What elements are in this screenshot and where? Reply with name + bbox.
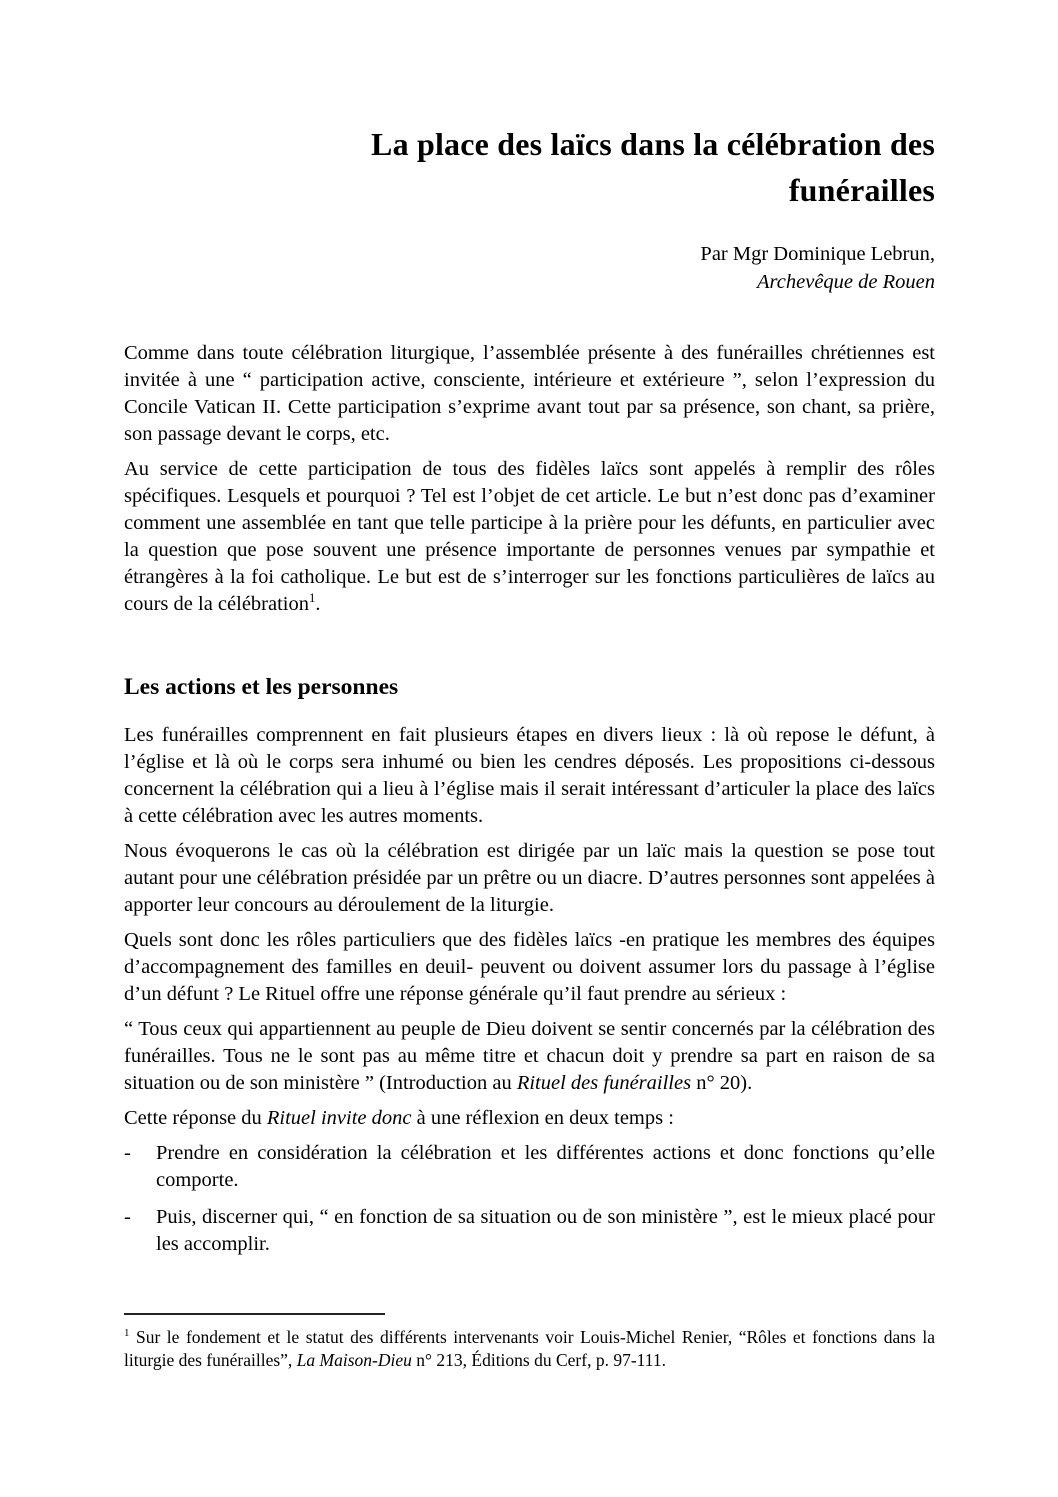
- title-line-1: La place des laïcs dans la célébration des: [371, 126, 935, 162]
- bullet-dash: -: [124, 1206, 131, 1228]
- paragraph-section-1: Les funérailles comprennent en fait plusieurs étapes en divers lieux : là où repose le défunt, à l’église et là où le corps sera inhumé ou bien les cendres déposés. Les propositions ci-dessous concernent la célébration qui a lieu à l’église mais il serait intéressant d’articuler la place des laïcs à cette célébration avec les autres moments.: [124, 724, 935, 827]
- paragraph-quote: “ Tous ceux qui appartiennent au peuple de Dieu doivent se sentir concernés par la célébration des funérailles. Tous ne le sont pas au même titre et chacun doit y prendre sa part en raison de sa situation ou de son ministère ” (Introduction au Rituel des funérailles n° 20).: [124, 1018, 935, 1094]
- paragraph-intro-2: Au service de cette participation de tous des fidèles laïcs sont appelés à remplir des rôles spécifiques. Lesquels et pourquoi ? Tel est l’objet de cet article. Le but n’est donc pas d’examiner comment une assemblée en tant que telle participe à la prière pour les défunts, en particulier avec la question que pose souvent une présence importante de personnes venues par sympathie et étrangères à la foi catholique. Le but est de s’interroger sur les fonctions particulières de laïcs au cours de la célébration$^1$.: [124, 458, 935, 615]
- title-line-2: funérailles: [788, 172, 935, 208]
- byline-role: Archevêque de Rouen: [757, 271, 935, 293]
- document-title: [124, 121, 935, 213]
- paragraph-section-5: Cette réponse du Rituel invite donc à une réflexion en deux temps :: [124, 1107, 674, 1129]
- section-heading: Les actions et les personnes: [124, 674, 399, 700]
- byline-author: Par Mgr Dominique Lebrun,: [700, 243, 935, 265]
- list-item: [124, 1140, 935, 1194]
- footnote-text: $^1$ Sur le fondement et le statut des différents intervenants voir Louis-Michel Renier, “Rôles et fonctions dans la liturgie des funérailles”, La Maison-Dieu n° 213, Éditions du Cerf, p. 97-111.: [124, 1327, 935, 1370]
- bullet-dash: -: [124, 1142, 131, 1164]
- bullet-text: Puis, discerner qui, “ en fonction de sa situation ou de son ministère ”, est le mieux placé pour les accomplir.: [156, 1206, 935, 1255]
- bullet-text: Prendre en considération la célébration et les différentes actions et donc fonctions qu’elle comporte.: [156, 1142, 935, 1191]
- footnote-separator: [124, 1313, 385, 1315]
- byline: [124, 240, 935, 296]
- list-item: [124, 1204, 935, 1258]
- paragraph-section-3: Quels sont donc les rôles particuliers que des fidèles laïcs -en pratique les membres des équipes d’accompagnement des familles en deuil- peuvent ou doivent assumer lors du passage à l’église d’un défunt ? Le Rituel offre une réponse générale qu’il faut prendre au sérieux :: [124, 929, 935, 1005]
- paragraph-section-2: Nous évoquerons le cas où la célébration est dirigée par un laïc mais la question se pose tout autant pour une célébration présidée par un prêtre ou un diacre. D’autres personnes sont appelées à apporter leur concours au déroulement de la liturgie.: [124, 840, 935, 916]
- footnote: [124, 1313, 935, 1372]
- page-content: [124, 0, 935, 1268]
- paragraph-intro-1: Comme dans toute célébration liturgique, l’assemblée présente à des funérailles chrétiennes est invitée à une “ participation active, consciente, intérieure et extérieure ”, selon l’expression du Concile Vatican II. Cette participation s’exprime avant tout par sa présence, son chant, sa prière, son passage devant le corps, etc.: [124, 342, 935, 445]
